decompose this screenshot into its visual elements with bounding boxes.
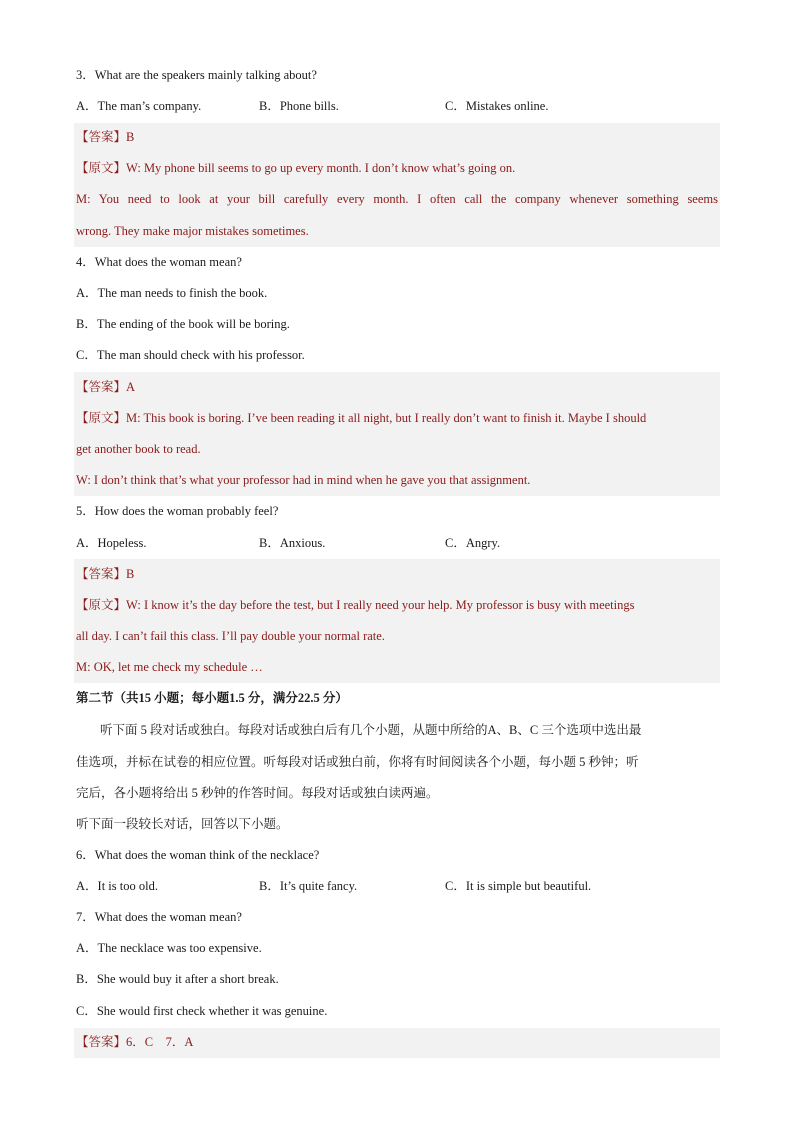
answer-value: B [126, 567, 135, 581]
option-a: A．The man’s company. [76, 99, 202, 113]
transcript-text: W: My phone bill seems to go up every month. I don’t know what’s going on. [126, 161, 516, 175]
question-7: 7．What does the woman mean? [76, 910, 242, 924]
answer-value: 6．C 7．A [126, 1035, 194, 1049]
instructions-line-1: 听下面 5 段对话或独白。每段对话或独白后有几个小题，从题中所给的A、B、C 三个选项中选出最 [100, 723, 642, 737]
question-4-option-c: C．The man should check with his professor. [76, 348, 305, 362]
option-a: A．It is too old. [76, 879, 158, 893]
transcript-text: W: I know it’s the day before the test, but I really need your help. My professor is busy with meetings [126, 598, 635, 612]
transcript-tag: 【原文】 [76, 161, 127, 175]
instructions-line-2: 佳选项，并标在试卷的相应位置。听每段对话或独白前，你将有时间阅读各个小题，每小题 5 秒钟；听 [76, 755, 639, 769]
instructions-line-3: 完后，各小题将给出 5 秒钟的作答时间。每段对话或独白读两遍。 [76, 786, 439, 800]
transcript-4-line-3: W: I don’t think that’s what your professor had in mind when he gave you that assignment. [76, 473, 531, 487]
transcript-5-line-1 [76, 590, 718, 621]
question-4-option-a: A．The man needs to finish the book. [76, 286, 268, 300]
question-5: 5．How does the woman probably feel? [76, 504, 279, 518]
option-c: C．Angry. [445, 536, 501, 550]
sub-instruction: 听下面一段较长对话，回答以下小题。 [76, 817, 289, 831]
question-7-option-c: C．She would first check whether it was genuine. [76, 1004, 328, 1018]
transcript-tag: 【原文】 [76, 411, 127, 425]
question-4-option-b: B．The ending of the book will be boring. [76, 317, 290, 331]
answer-4 [76, 372, 718, 403]
answer-tag: 【答案】 [76, 130, 127, 144]
question-5-options [76, 528, 718, 559]
answer-5 [76, 559, 718, 590]
answer-value: A [126, 380, 136, 394]
question-3-options [76, 91, 718, 122]
option-c: C．Mistakes online. [445, 99, 549, 113]
section-heading: 第二节（共15 小题；每小题1.5 分，满分22.5 分） [76, 691, 348, 705]
answer-6-7 [76, 1027, 718, 1058]
option-b: B．Phone bills. [259, 99, 339, 113]
transcript-3-line-3: wrong. They make major mistakes sometimes. [76, 224, 309, 238]
transcript-3-line-1 [76, 153, 718, 184]
answer-value: B [126, 130, 135, 144]
transcript-5-line-3: M: OK, let me check my schedule … [76, 660, 263, 674]
transcript-text: M: This book is boring. I’ve been reading it all night, but I really don’t want to finish it. Maybe I should [126, 411, 647, 425]
transcript-4-line-2: get another book to read. [76, 442, 201, 456]
answer-tag: 【答案】 [76, 567, 127, 581]
answer-tag: 【答案】 [76, 380, 127, 394]
question-4: 4．What does the woman mean? [76, 255, 242, 269]
question-6-options [76, 871, 718, 902]
option-a: A．Hopeless. [76, 536, 147, 550]
question-7-option-a: A．The necklace was too expensive. [76, 941, 262, 955]
question-7-option-b: B．She would buy it after a short break. [76, 972, 279, 986]
answer-3 [76, 122, 718, 153]
question-6: 6．What does the woman think of the necklace? [76, 848, 320, 862]
transcript-5-line-2: all day. I can’t fail this class. I’ll pay double your normal rate. [76, 629, 385, 643]
option-c: C．It is simple but beautiful. [445, 879, 592, 893]
answer-tag: 【答案】 [76, 1035, 127, 1049]
transcript-4-line-1 [76, 403, 718, 434]
transcript-3-line-2: M: You need to look at your bill carefully every month. I often call the company whenever something seems [76, 192, 718, 206]
transcript-tag: 【原文】 [76, 598, 127, 612]
question-3: 3．What are the speakers mainly talking about? [76, 68, 317, 82]
option-b: B．It’s quite fancy. [259, 879, 358, 893]
option-b: B．Anxious. [259, 536, 326, 550]
